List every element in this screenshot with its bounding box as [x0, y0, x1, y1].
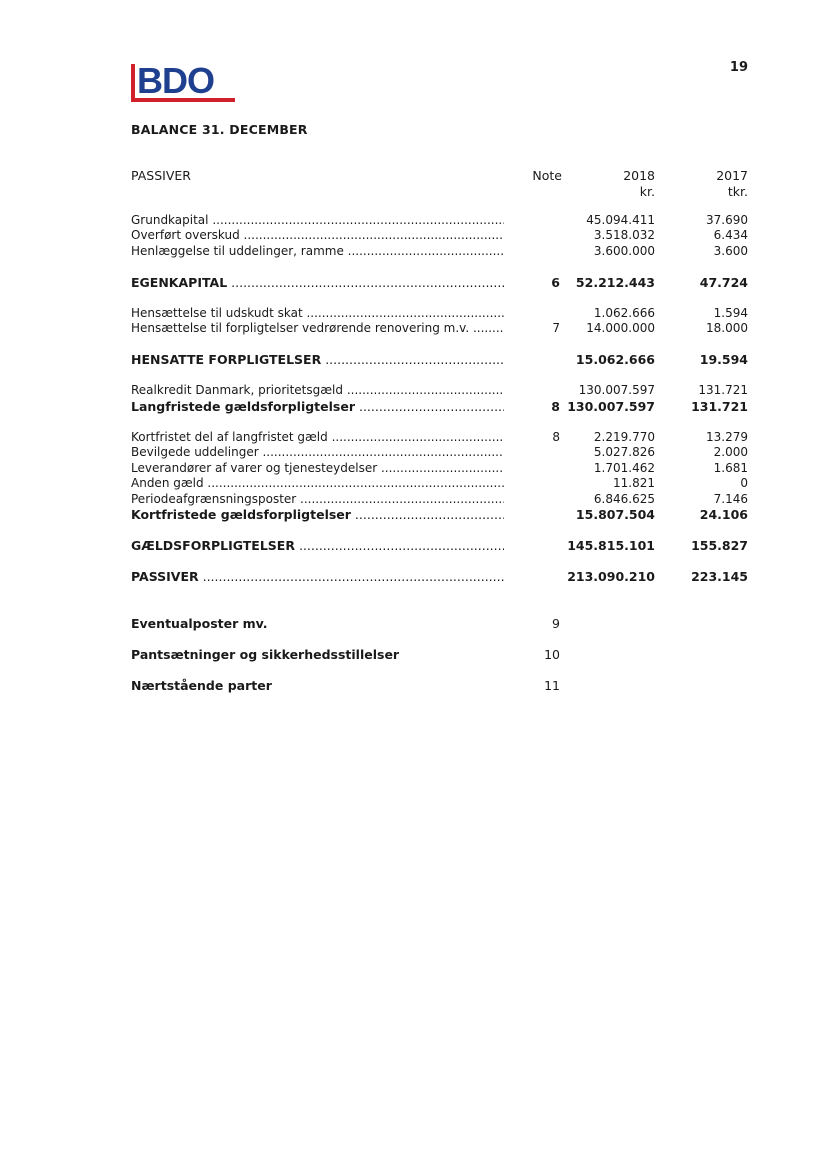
row-label: EGENKAPITAL .....: [131, 275, 504, 290]
row-label: Periodeafgrænsningsposter .....: [131, 492, 504, 507]
note-item-label: Eventualposter mv.: [131, 616, 268, 631]
row-value-2017: 0: [740, 476, 748, 490]
row-note: 6: [551, 275, 560, 290]
row-value-2018: 3.600.000: [593, 244, 655, 258]
row-value-2017: 24.106: [699, 507, 748, 522]
table-row: [0, 306, 826, 321]
year-2017-header: [660, 168, 748, 200]
table-row: [0, 569, 826, 584]
row-value-2017: 3.600: [713, 244, 748, 258]
row-label: HENSATTE FORPLIGTELSER .....: [131, 352, 504, 367]
row-value-2017: 6.434: [713, 228, 748, 242]
table-row: [0, 275, 826, 290]
note-item: [0, 678, 826, 694]
table-row: [0, 461, 826, 476]
row-label: PASSIVER .....: [131, 569, 504, 584]
row-label: Langfristede gældsforpligtelser .....: [131, 399, 504, 414]
row-value-2017: 47.724: [699, 275, 748, 290]
row-value-2018: 3.518.032: [593, 228, 655, 242]
note-item-number: 9: [552, 616, 560, 631]
row-value-2017: 13.279: [706, 430, 748, 444]
year-2017-label: 2017: [716, 168, 748, 183]
note-item-label: Nærtstående parter: [131, 678, 272, 693]
note-item: [0, 647, 826, 663]
row-value-2018: 15.807.504: [575, 507, 655, 522]
row-label: Hensættelse til forpligtelser vedrørende renovering m.v. .....: [131, 321, 504, 336]
row-value-2017: 1.681: [713, 461, 748, 475]
row-label: Grundkapital .....: [131, 213, 504, 228]
year-2018-unit: kr.: [639, 184, 655, 199]
table-row: [0, 492, 826, 507]
row-label: Overført overskud .....: [131, 228, 504, 243]
svg-text:BDO: BDO: [137, 60, 214, 101]
row-value-2017: 2.000: [713, 445, 748, 459]
row-label: Bevilgede uddelinger .....: [131, 445, 504, 460]
row-value-2018: 6.846.625: [593, 492, 655, 506]
row-value-2017: 19.594: [699, 352, 748, 367]
row-label: Kortfristede gældsforpligtelser .....: [131, 507, 504, 522]
row-value-2018: 1.062.666: [593, 306, 655, 320]
section-label: PASSIVER: [131, 168, 191, 183]
row-value-2017: 223.145: [691, 569, 748, 584]
row-value-2017: 131.721: [698, 383, 748, 397]
year-2018-label: 2018: [623, 168, 655, 183]
row-label: Anden gæld .....: [131, 476, 504, 491]
row-value-2017: 18.000: [706, 321, 748, 335]
row-value-2017: 155.827: [691, 538, 748, 553]
note-item-label: Pantsætninger og sikkerhedsstillelser: [131, 647, 400, 662]
row-label: Henlæggelse til uddelinger, ramme .....: [131, 244, 504, 259]
row-label: Realkredit Danmark, prioritetsgæld .....: [131, 383, 504, 398]
row-value-2018: 15.062.666: [575, 352, 655, 367]
table-row: [0, 445, 826, 460]
row-value-2017: 131.721: [691, 399, 748, 414]
note-item-number: 11: [544, 678, 560, 693]
table-row: [0, 430, 826, 445]
row-value-2018: 145.815.101: [567, 538, 655, 553]
year-2017-unit: tkr.: [727, 184, 748, 199]
table-row: [0, 538, 826, 553]
table-row: [0, 321, 826, 336]
row-value-2017: 7.146: [713, 492, 748, 506]
row-value-2017: 37.690: [706, 213, 748, 227]
row-value-2018: 1.701.462: [593, 461, 655, 475]
note-item: [0, 616, 826, 632]
row-label: Leverandører af varer og tjenesteydelser .....: [131, 461, 504, 476]
table-row: [0, 476, 826, 491]
row-note: 7: [552, 321, 560, 335]
table-row: [0, 507, 826, 522]
row-value-2018: 5.027.826: [593, 445, 655, 459]
row-value-2018: 52.212.443: [575, 275, 655, 290]
row-note: 8: [551, 399, 560, 414]
row-value-2018: 14.000.000: [586, 321, 655, 335]
row-value-2018: 11.821: [613, 476, 655, 490]
row-value-2018: 45.094.411: [586, 213, 655, 227]
row-label: Hensættelse til udskudt skat .....: [131, 306, 504, 321]
page-title: BALANCE 31. DECEMBER: [131, 122, 308, 137]
note-item-number: 10: [544, 647, 560, 662]
row-label: Kortfristet del af langfristet gæld .....: [131, 430, 504, 445]
bdo-logo: [131, 60, 237, 102]
row-value-2018: 213.090.210: [567, 569, 655, 584]
row-label: GÆLDSFORPLIGTELSER .....: [131, 538, 504, 553]
table-row: [0, 352, 826, 367]
table-row: [0, 213, 826, 228]
note-column-header: Note: [532, 168, 562, 183]
row-value-2017: 1.594: [713, 306, 748, 320]
row-value-2018: 130.007.597: [567, 399, 655, 414]
table-row: [0, 383, 826, 398]
table-row: [0, 228, 826, 243]
row-value-2018: 130.007.597: [578, 383, 655, 397]
row-value-2018: 2.219.770: [593, 430, 655, 444]
year-2018-header: [560, 168, 655, 200]
table-row: [0, 399, 826, 414]
table-row: [0, 244, 826, 259]
row-note: 8: [552, 430, 560, 444]
page-number: 19: [729, 60, 748, 75]
